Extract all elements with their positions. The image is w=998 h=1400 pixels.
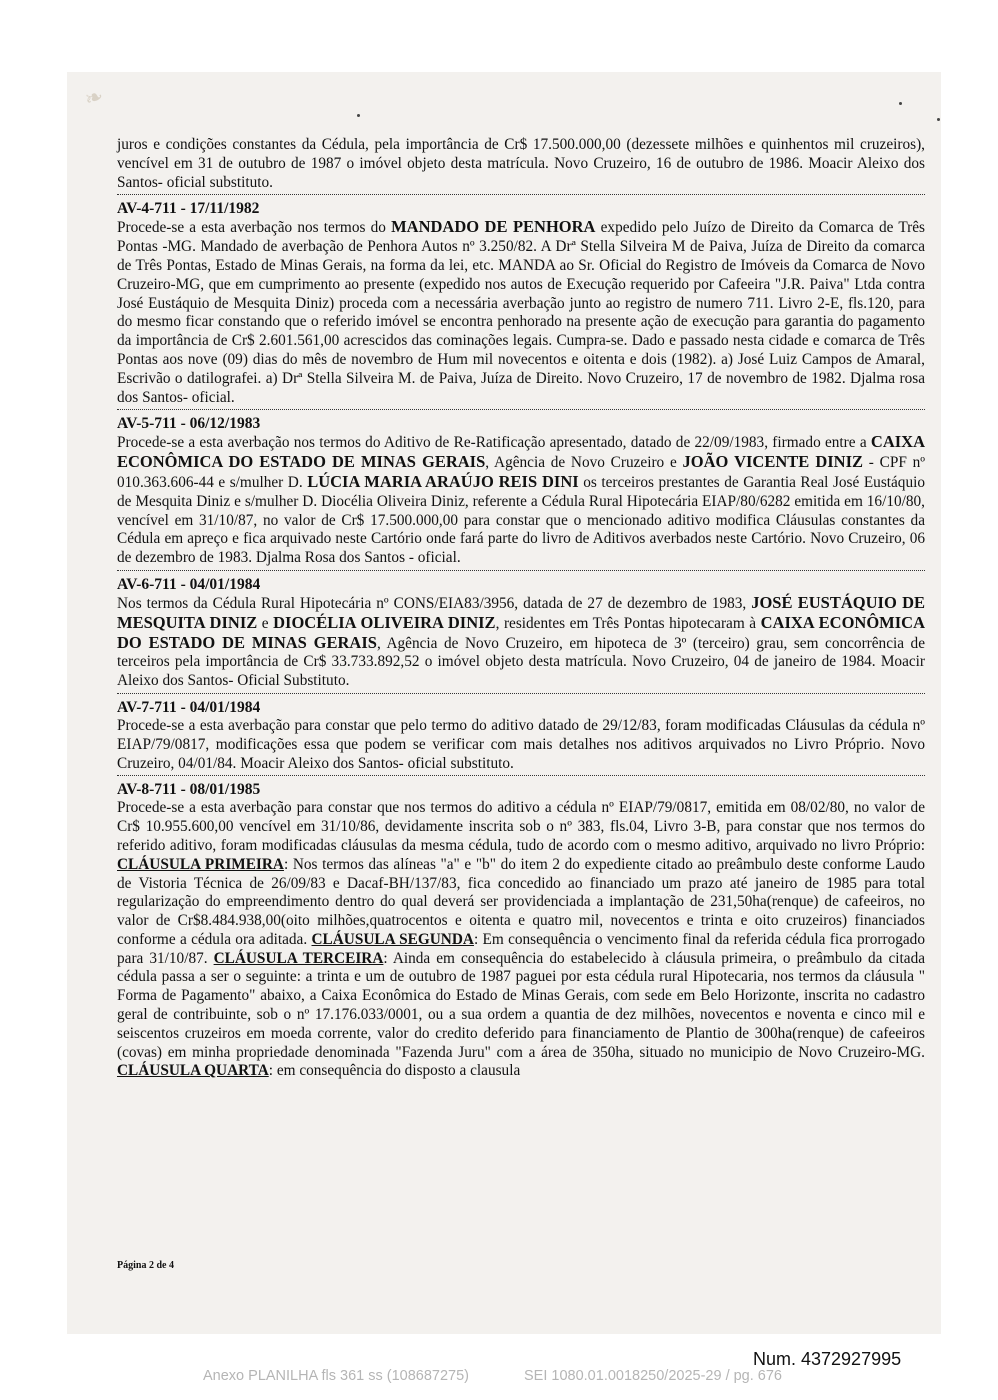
registry-text <box>117 136 925 1081</box>
separator <box>117 570 925 571</box>
page-number-label: Página 2 de 4 <box>117 1260 174 1271</box>
scan-speck <box>357 114 360 117</box>
entry-text-av8: Procede-se a esta averbação para constar que nos termos do aditivo a cédula nº EIAP/79/0817, emitida em 08/02/80, no valor de Cr$ 10.955.600,00 vencível em 31/10/86, devidamente inscrita sob o nº 383, fls.04, Livro 3-B, para constar que nos termos do referido aditivo, foram modificadas cláusulas da mesma cédula, tudo de acordo com o mesmo aditivo, arquivado no livro Próprio: CLÁUSULA PRIMEIRA: Nos termos das alíneas "a" e "b" do item 2 do expediente citado ao preâmbulo deste conforme Laudo de Vistoria Técnica de 26/09/83 e Dacaf-BH/137/83, fica concedido ao financiado um prazo até janeiro de 1985 para total regularização do empreendimento dentro do qual deverá ser providenciada a implantação de 231,50ha(renque) de cafeeiros, no valor de Cr$8.484.938,00(oito milhões,quatrocentos e oitenta e quatro mil, novecentos e trinta e oito cruzeiros) financiados conforme a cédula ora aditada. CLÁUSULA SEGUNDA: Em consequência o vencimento final da referida cédula fica prorrogado para 31/10/87. CLÁUSULA TERCEIRA: Ainda em consequência do estabelecido à cláusula primeira, o preâmbulo da citada cédula passa a ser o seguinte: a trinta e um de outubro de 1987 paguei por esta cédula rural Hipotecaria, nos termos da cláusula " Forma de Pagamento" abaixo, a Caixa Econômica do Estado de Minas Gerais, com sede em Belo Horizonte, inscrita no cadastro geral de contribuinte, sob o nº 17.176.033/0001, ou a sua ordem a quantia de dez milhões, novecentos e noventa e cinco mil e seiscentos cruzeiros em moeda corrente, valor do credito deferido para financiamento de Plantio de 300ha(renque) de cafeeiros (covas) em minha propriedade denominada "Fazenda Juru" com a área de 350ha, situado no municipio de Novo Cruzeiro-MG. CLÁUSULA QUARTA: em consequência do disposto a clausula <box>117 799 926 1080</box>
entry-text-av7: Procede-se a esta averbação para constar que pelo termo do aditivo datado de 29/12/83, foram modificadas Cláusulas da cédula nº EIAP/79/0817, modificações essa que podem se verificar com mais detalhes nos aditivos arquivados no Livro Próprio. Novo Cruzeiro, 04/01/84. Moacir Aleixo dos Santos- oficial substituto. <box>117 716 925 772</box>
separator <box>117 409 925 410</box>
entry-heading-av5: AV-5-711 - 06/12/1983 <box>117 415 261 433</box>
separator <box>117 775 925 776</box>
entry-text-av4: Procede-se a esta averbação nos termos do MANDADO DE PENHORA expedido pelo Juízo de Direito da Comarca de Três Pontas -MG. Mandado de averbação de Penhora Autos nº 3.250/82. A Drª Stella Silveira M de Paiva, Juíza de Direito da comarca de Três Pontas, Estado de Minas Gerais, na forma da lei, etc. MANDA ao Sr. Oficial do Registro de Imóveis da Comarca de Novo Cruzeiro-MG, que em cumprimento ao presente (expedido nos autos de Execução requerido por Cafeeira "J.R. Paiva" Ltda contra José Eustáquio de Mesquita Diniz) proceda com a necessária averbação junto ao registro de numero 711. Livro 2-E, fls.120, para do mesmo ficar constando que o referido imóvel se encontra penhorado na presente ação de execução para garantia do pagamento da importância de Cr$ 2.601.561,00 acrescidos das cominações legais. Cumpra-se. Dado e passado nesta cidade e comarca de Três Pontas aos nove (09) dias do mês de novembro de Hum mil novecentos e oitenta e dois (1982). a) José Luiz Campos de Amaral, Escrivão o datilografei. a) Drª Stella Silveira M. de Paiva, Juíza de Direito. Novo Cruzeiro, 17 de novembro de 1982. Djalma rosa dos Santos- oficial. <box>117 217 925 406</box>
entry-heading-av6: AV-6-711 - 04/01/1984 <box>117 575 261 593</box>
separator <box>117 693 925 694</box>
footer-process-reference: SEI 1080.01.0018250/2025-29 / pg. 676 <box>524 1368 782 1384</box>
paragraph-continuation: juros e condições constantes da Cédula, pela importância de Cr$ 17.500.000,00 (dezessete milhões e quinhentos mil cruzeiros), vencível em 31 de outubro de 1987 o imóvel objeto desta matrícula. Novo Cruzeiro, 16 de outubro de 1986. Moacir Aleixo dos Santos- oficial substituto. <box>117 136 925 191</box>
faint-handwritten-mark: ❧ <box>81 83 107 114</box>
footer-annex-reference: Anexo PLANILHA fls 361 ss (108687275) <box>203 1368 469 1384</box>
entry-heading-av4: AV-4-711 - 17/11/1982 <box>117 200 260 218</box>
entry-text-av6: Nos termos da Cédula Rural Hipotecária nº CONS/EIA83/3956, datada de 27 de dezembro de 1983, JOSÉ EUSTÁQUIO DE MESQUITA DINIZ e DIOCÉLIA OLIVEIRA DINIZ, residentes em Três Pontas hipotecaram à CAIXA ECONÔMICA DO ESTADO DE MINAS GERAIS, Agência de Novo Cruzeiro, em hipoteca de 3º (terceiro) grau, sem concorrência de terceiros pela importância de Cr$ 33.733.892,52 o imóvel objeto desta matrícula. Novo Cruzeiro, 04 de janeiro de 1984. Moacir Aleixo dos Santos- Oficial Substituto. <box>117 592 925 690</box>
document-number-stamp: Num. 4372927995 <box>753 1349 902 1369</box>
scan-speck <box>937 118 940 121</box>
scanned-page <box>67 72 941 1334</box>
entry-heading-av7: AV-7-711 - 04/01/1984 <box>117 698 261 716</box>
separator <box>117 194 925 195</box>
entry-text-av5: Procede-se a esta averbação nos termos do Aditivo de Re-Ratificação apresentado, datado de 22/09/1983, firmado entre a CAIXA ECONÔMICA DO ESTADO DE MINAS GERAIS, Agência de Novo Cruzeiro e JOÃO VICENTE DINIZ - CPF nº 010.363.606-44 e s/mulher D. LÚCIA MARIA ARAÚJO REIS DINI os terceiros prestantes de Garantia Real José Eustáquio de Mesquita Diniz e s/mulher D. Diocélia Oliveira Diniz, referente a Cédula Rural Hipotecária EIAP/80/6282 emitida em 16/10/80, vencível em 31/10/87, no valor de Cr$ 17.500.000,00 para constar que o mencionado aditivo modifica Cláusulas constantes da Cédula em apreço e fica arquivado neste Cartório onde fará parte do livro de Aditivos averbados neste Cartório. Novo Cruzeiro, 06 de dezembro de 1983. Djalma Rosa dos Santos - oficial. <box>117 432 926 567</box>
entry-heading-av8: AV-8-711 - 08/01/1985 <box>117 781 261 799</box>
scan-speck <box>899 102 902 105</box>
